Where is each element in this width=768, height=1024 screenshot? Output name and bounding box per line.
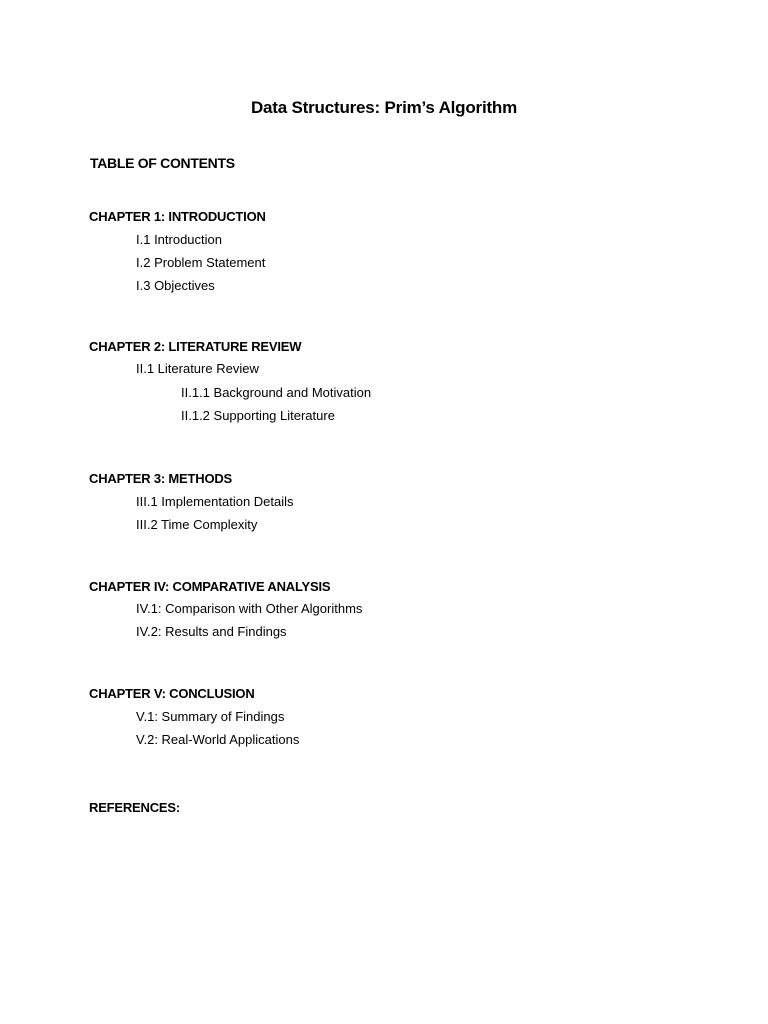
toc-entry-1-2: I.2 Problem Statement	[136, 255, 266, 270]
chapter-2-heading: CHAPTER 2: LITERATURE REVIEW	[89, 339, 302, 354]
toc-entry-4-2: IV.2: Results and Findings	[136, 624, 287, 639]
toc-entry-5-1: V.1: Summary of Findings	[136, 709, 285, 724]
toc-entry-5-2: V.2: Real-World Applications	[136, 732, 300, 747]
toc-heading: TABLE OF CONTENTS	[90, 155, 235, 171]
toc-entry-2-1: II.1 Literature Review	[136, 361, 259, 376]
toc-entry-3-2: III.2 Time Complexity	[136, 517, 258, 532]
document-title: Data Structures: Prim’s Algorithm	[250, 98, 518, 117]
toc-entry-2-1-1: II.1.1 Background and Motivation	[181, 385, 372, 400]
toc-entry-4-1: IV.1: Comparison with Other Algorithms	[136, 601, 363, 616]
toc-entry-3-1: III.1 Implementation Details	[136, 494, 294, 509]
toc-entry-1-3: I.3 Objectives	[136, 278, 215, 293]
chapter-4-heading: CHAPTER IV: COMPARATIVE ANALYSIS	[89, 579, 331, 594]
chapter-5-heading: CHAPTER V: CONCLUSION	[89, 686, 255, 701]
chapter-1-heading: CHAPTER 1: INTRODUCTION	[89, 209, 266, 224]
toc-entry-1-1: I.1 Introduction	[136, 232, 222, 247]
references-heading: REFERENCES:	[89, 800, 180, 815]
toc-entry-2-1-2: II.1.2 Supporting Literature	[181, 408, 335, 423]
chapter-3-heading: CHAPTER 3: METHODS	[89, 471, 233, 486]
